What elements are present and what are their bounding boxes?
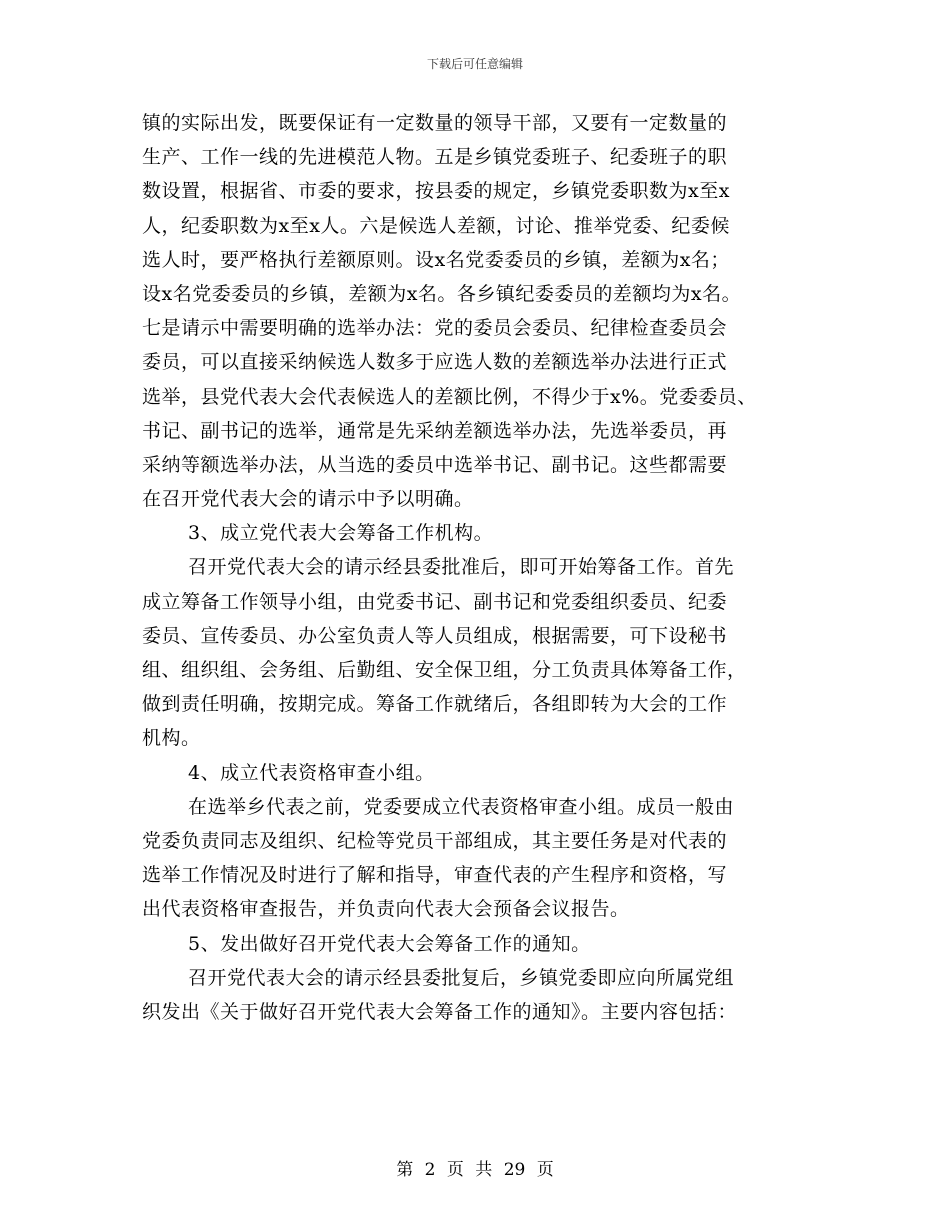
text-line: 做到责任明确，按期完成。筹备工作就绪后，各组即转为大会的工作 [142, 693, 728, 716]
text-line: 组、组织组、会务组、后勤组、安全保卫组，分工负责具体筹备工作， [142, 659, 747, 681]
document-body [142, 106, 832, 1029]
text-line: 机构。 [142, 727, 201, 750]
section-heading: 5、发出做好召开党代表大会筹备工作的通知。 [188, 932, 591, 955]
text-line: 出代表资格审查报告，并负责向代表大会预备会议报告。 [142, 898, 630, 921]
section-heading: 3、成立党代表大会筹备工作机构。 [188, 522, 494, 545]
text-line: 七是请示中需要明确的选举办法：党的委员会委员、纪律检查委员会 [142, 317, 728, 340]
text-line: 委员、宣传委员、办公室负责人等人员组成，根据需要，可下设秘书 [142, 624, 728, 647]
text-line: 在召开党代表大会的请示中予以明确。 [142, 488, 474, 511]
text-line: 召开党代表大会的请示经县委批复后，乡镇党委即应向所属党组 [188, 966, 735, 989]
text-line: 委员，可以直接采纳候选人数多于应选人数的差额选举办法进行正式 [142, 351, 728, 374]
text-line: 镇的实际出发，既要保证有一定数量的领导干部，又要有一定数量的 [142, 112, 728, 134]
text-line: 在选举乡代表之前，党委要成立代表资格审查小组。成员一般由 [188, 795, 735, 818]
text-line: 人，纪委职数为x至x人。六是候选人差额，讨论、推举党委、纪委候 [142, 214, 730, 237]
text-line: 采纳等额选举办法，从当选的委员中选举书记、副书记。这些都需要 [142, 453, 728, 476]
text-line: 成立筹备工作领导小组，由党委书记、副书记和党委组织委员、纪委 [142, 590, 728, 613]
text-line: 生产、工作一线的先进模范人物。五是乡镇党委班子、纪委班子的职 [142, 146, 728, 169]
text-line: 设x名党委委员的乡镇，差额为x名。各乡镇纪委委员的差额均为x名。 [142, 282, 742, 305]
text-line: 选人时，要严格执行差额原则。设x名党委委员的乡镇，差额为x名； [142, 248, 730, 271]
text-line: 党委负责同志及组织、纪检等党员干部组成，其主要任务是对代表的 [142, 829, 728, 852]
page-number: 第 2 页 共 29 页 [396, 1160, 554, 1180]
text-line: 选举工作情况及时进行了解和指导，审查代表的产生程序和资格，写 [142, 864, 728, 887]
text-line: 数设置，根据省、市委的要求，按县委的规定，乡镇党委职数为x至x [142, 180, 730, 203]
page-header: 下载后可任意编辑 [426, 57, 523, 71]
text-line: 选举，县党代表大会代表候选人的差额比例，不得少于x%。党委委员、 [142, 385, 757, 408]
text-line: 召开党代表大会的请示经县委批准后，即可开始筹备工作。首先 [188, 556, 735, 579]
text-line: 书记、副书记的选举，通常是先采纳差额选举办法，先选举委员，再 [142, 419, 728, 442]
section-heading: 4、成立代表资格审查小组。 [188, 761, 435, 784]
text-line: 织发出《关于做好召开党代表大会筹备工作的通知》。主要内容包括： [142, 1000, 738, 1023]
